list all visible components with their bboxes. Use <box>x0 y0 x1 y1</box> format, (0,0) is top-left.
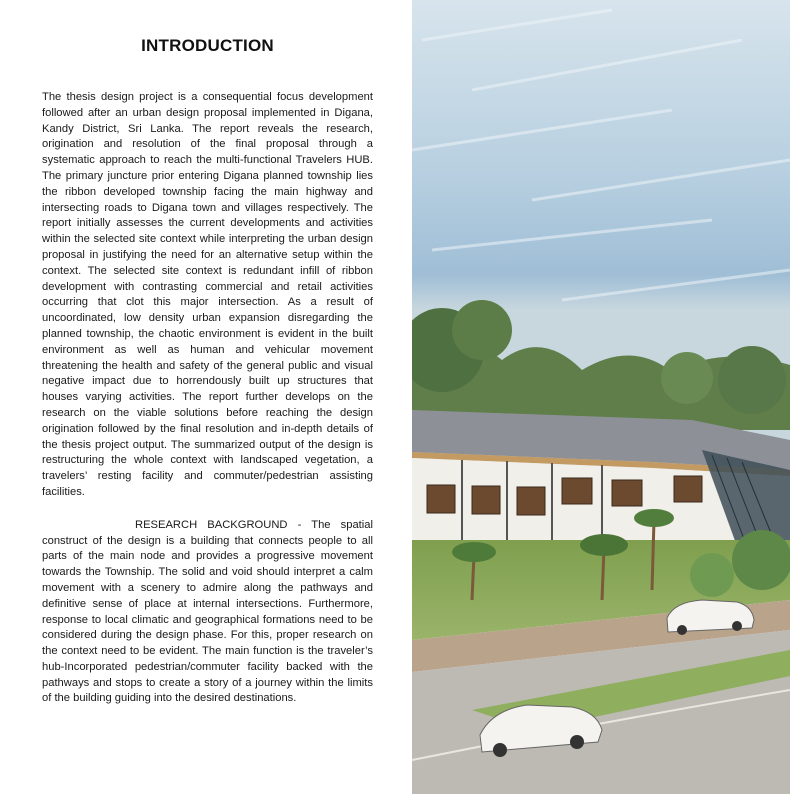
research-background-paragraph: RESEARCH BACKGROUND - The spatial construct of the design is a building that connects people to all parts of the main node and provides a progressive movement towards the Township. The solid and void should interpret a calm movement with a scenery to admire along the pathways and definitive sense of place at internal intersections. Furthermore, response to local climatic and geographical formations need to be considered during the design phase. For this, proper research on the context need to be evident. The main function is the traveler’s hub-Incorporated pedestrian/commuter facility backed with the pathways and stops to create a story of a journey within the limits of the building guiding into the desired destinations. <box>42 518 373 705</box>
rendering-illustration <box>412 0 790 794</box>
text-column <box>42 36 373 707</box>
page-title: INTRODUCTION <box>141 36 274 55</box>
shrub-right <box>732 530 790 590</box>
architectural-rendering <box>412 0 790 794</box>
intro-paragraph: The thesis design project is a consequential focus development followed after an urban design proposal implemented in Digana, Kandy District, Sri Lanka. The report reveals the research, origination and resolution of the final proposal through a systematic approach to reach the multi-functional Travelers HUB. The primary juncture prior entering Digana planned township lies the ribbon developed township facing the main highway and intersecting roads to Digana town and villages respectively. The report initially assesses the current developments and activities within the selected site context while interpreting the urban design proposal in justifying the need for an alternative setup within the context. The selected site context is redundant infill of ribbon development with contrasting commercial and retail activities occurring that clot this major intersection. As a result of uncoordinated, low density urban expansion disregarding the planned township, the chaotic environment is evident in the built environment as well as human and vehicular movement threatening the health and safety of the general public and visual negative impact due to horrendously built up structures that houses varying activities. The report further develops on the research on the viable solutions before reaching the design origination followed by the final resolution and in-depth details of the thesis project output. The summarized output of the design is restructuring the whole context with landscaped vegetation, a travelers’ resting facility and commuter/pedestrian assisting facilities. <box>42 91 373 498</box>
